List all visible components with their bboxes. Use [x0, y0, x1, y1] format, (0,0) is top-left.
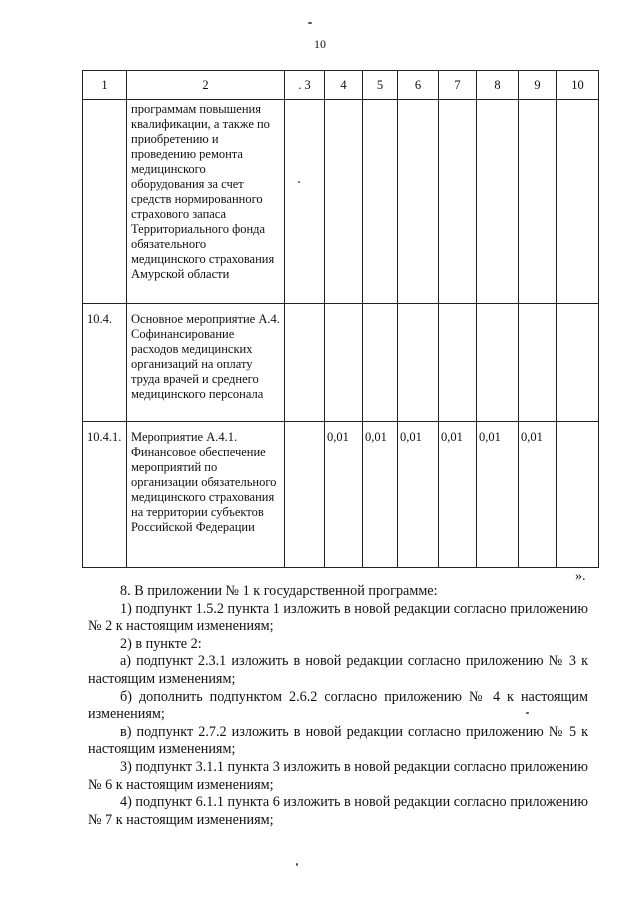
- table-row: [83, 304, 599, 422]
- cell-value: 0,01: [439, 422, 477, 568]
- cell-value: 0,01: [363, 422, 398, 568]
- column-header: 8: [477, 71, 519, 100]
- cell-value: [557, 304, 599, 422]
- paragraph: 4) подпункт 6.1.1 пункта 6 изложить в новой редакции согласно приложению № 7 к настоящим изменениям;: [88, 794, 588, 828]
- cell-value: [285, 100, 325, 304]
- row-number: [83, 100, 127, 304]
- column-header: 6: [398, 71, 439, 100]
- paragraph: 3) подпункт 3.1.1 пункта 3 изложить в новой редакции согласно приложению № 6 к настоящим изменениям;: [88, 758, 588, 793]
- row-number: 10.4.1.: [83, 422, 127, 568]
- cell-value: [439, 100, 477, 304]
- cell-value: [519, 100, 557, 304]
- column-header: 9: [519, 71, 557, 100]
- cell-value: [477, 304, 519, 422]
- column-header: 5: [363, 71, 398, 100]
- cell-value: [325, 304, 363, 422]
- paragraph: в) подпункт 2.7.2 изложить в новой редакции согласно приложению № 5 к настоящим изменениям;: [88, 723, 588, 758]
- row-description: Основное мероприятие А.4. Софинансирование расходов медицинских организаций на оплату труда врачей и среднего медицинского персонала: [127, 304, 285, 422]
- cell-value: 0,01: [519, 422, 557, 568]
- closing-quote: ».: [575, 569, 586, 584]
- program-table: [82, 70, 599, 568]
- cell-value: 0,01: [325, 422, 363, 568]
- column-header: 2: [127, 71, 285, 100]
- table-row: [83, 100, 599, 304]
- cell-value: 0,01: [398, 422, 439, 568]
- page-number: 10: [314, 37, 326, 51]
- cell-value: [398, 304, 439, 422]
- paragraph: 2) в пункте 2:: [120, 635, 202, 652]
- scan-speck: [308, 22, 312, 24]
- cell-value: [519, 304, 557, 422]
- paragraph: б) дополнить подпунктом 2.6.2 согласно приложению № 4 к настоящим изменениям;: [88, 688, 588, 723]
- row-description: Мероприятие А.4.1. Финансовое обеспечение мероприятий по организации обязательного медицинского страхования на территории субъектов Российской Федерации: [127, 422, 285, 568]
- scan-speck: [526, 712, 529, 714]
- row-number: 10.4.: [83, 304, 127, 422]
- scan-speck: [298, 181, 300, 183]
- cell-value: [439, 304, 477, 422]
- cell-value: 0,01: [477, 422, 519, 568]
- cell-value: [398, 100, 439, 304]
- table-header-row: [83, 71, 599, 100]
- cell-value: [557, 422, 599, 568]
- paragraph: 1) подпункт 1.5.2 пункта 1 изложить в новой редакции согласно приложению № 2 к настоящим изменениям;: [88, 600, 588, 635]
- cell-value: [325, 100, 363, 304]
- cell-value: [557, 100, 599, 304]
- column-header: 4: [325, 71, 363, 100]
- amendment-text: [88, 583, 588, 829]
- column-header: 1: [83, 71, 127, 100]
- column-header: . 3: [285, 71, 325, 100]
- cell-value: [285, 304, 325, 422]
- cell-value: [477, 100, 519, 304]
- cell-value: [285, 422, 325, 568]
- column-header: 10: [557, 71, 599, 100]
- table-row: [83, 422, 599, 568]
- paragraph: а) подпункт 2.3.1 изложить в новой редакции согласно приложению № 3 к настоящим изменениям;: [88, 653, 588, 687]
- column-header: 7: [439, 71, 477, 100]
- scan-speck: [296, 863, 298, 866]
- cell-value: [363, 100, 398, 304]
- cell-value: [363, 304, 398, 422]
- row-description: программам повышения квалификации, а также по приобретению и проведению ремонта медицинского оборудования за счет средств нормированного страхового запаса Территориального фонда обязательного медицинского страхования Амурской области: [127, 100, 285, 304]
- paragraph: 8. В приложении № 1 к государственной программе:: [120, 583, 438, 599]
